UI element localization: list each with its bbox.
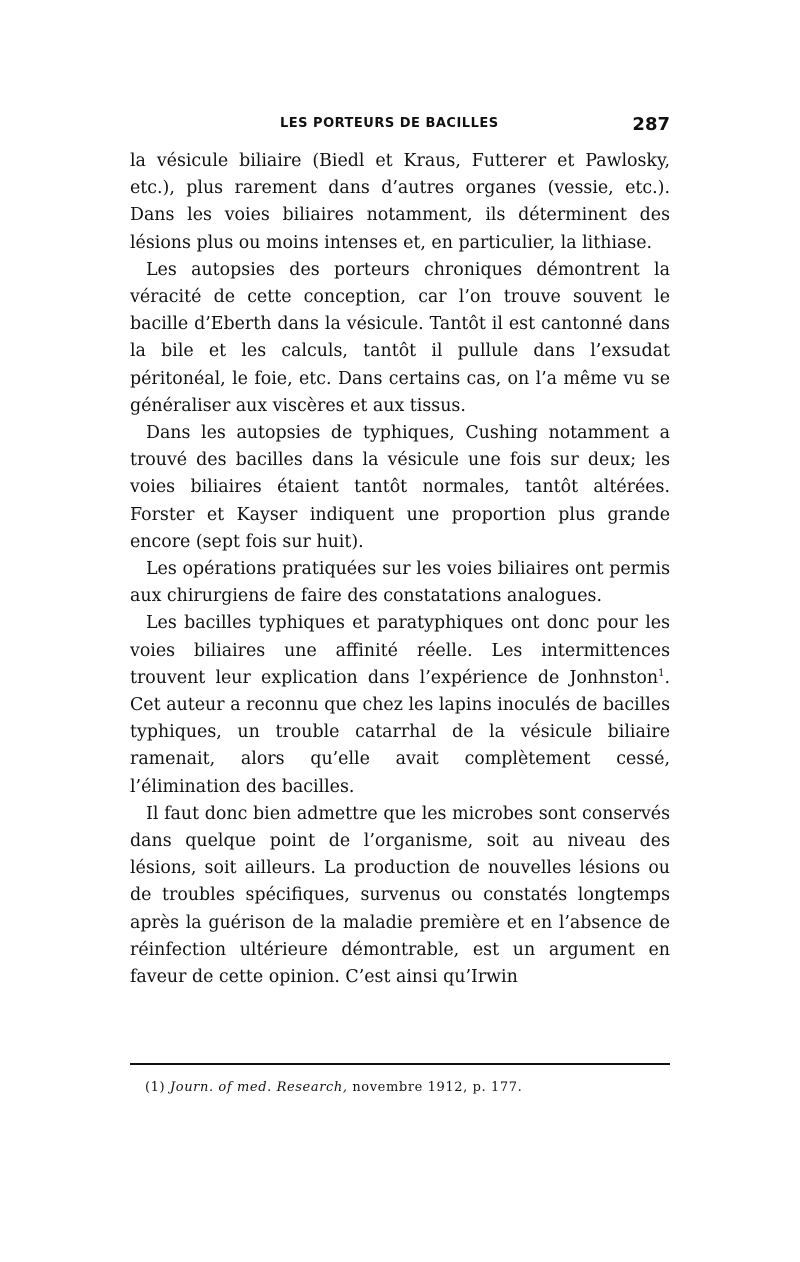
paragraph-5-text-after-note: . Cet auteur a reconnu que chez les lapins inoculés de bacilles typhiques, un trouble catarrhal de la vésicule biliaire ramenait, alors qu’elle avait complètement cessé, l’élimination des bacilles. (130, 667, 670, 797)
page-number: 287 (632, 114, 670, 135)
paragraph-4-text: Les opérations pratiquées sur les voies biliaires ont permis aux chirurgiens de faire des constatations analogues. (130, 559, 670, 607)
running-title: LES PORTEURS DE BACILLES (280, 116, 499, 131)
paragraph-5 (130, 610, 670, 800)
paragraph-5-text-before-note: Les bacilles typhiques et paratyphiques ont donc pour les voies biliaires une affinité réelle. Les intermittences trouvent leur explication dans l’expérience de Jonhnston (130, 613, 670, 688)
paragraph-6 (130, 801, 670, 991)
footnote-marker: (1) (145, 1080, 166, 1095)
paragraph-2-text: Les autopsies des porteurs chroniques démontrent la véracité de cette conception, car l’on trouve souvent le bacille d’Eberth dans la vésicule. Tantôt il est cantonné dans la bile et les calculs, tantôt il pullule dans l’exsudat péritonéal, le foie, etc. Dans certains cas, on l’a même vu se généraliser aux viscères et aux tissus. (130, 259, 670, 416)
paragraph-4 (130, 556, 670, 610)
running-head (130, 114, 670, 138)
footnote-details: novembre 1912, p. 177. (352, 1080, 523, 1095)
paragraph-6-text: Il faut donc bien admettre que les microbes sont conservés dans quelque point de l’organisme, soit au niveau des lésions, soit ailleurs. La production de nouvelles lésions ou de troubles spécifiques, survenus ou constatés longtemps après la guérison de la maladie première et en l’absence de réinfection ultérieure démontrable, est un argument en faveur de cette opinion. C’est ainsi qu’Irwin (130, 803, 670, 988)
footnote-separator-rule (130, 1063, 670, 1065)
paragraph-1 (130, 148, 670, 257)
body-text (130, 148, 670, 991)
paragraph-1-text: la vésicule biliaire (Biedl et Kraus, Futterer et Pawlosky, etc.), plus rarement dans d’autres organes (vessie, etc.). Dans les voies biliaires notamment, ils déterminent des lésions plus ou moins intenses et, en particulier, la lithiase. (130, 151, 670, 253)
footnote-reference: 1 (658, 668, 665, 680)
footnote-source: Journ. of med. Research, (169, 1080, 348, 1095)
paragraph-3 (130, 420, 670, 556)
footnote (145, 1080, 522, 1095)
paragraph-2 (130, 257, 670, 420)
paragraph-3-text: Dans les autopsies de typhiques, Cushing notamment a trouvé des bacilles dans la vésicule une fois sur deux; les voies biliaires étaient tantôt normales, tantôt altérées. Forster et Kayser indiquent une proportion plus grande encore (sept fois sur huit). (130, 423, 670, 552)
